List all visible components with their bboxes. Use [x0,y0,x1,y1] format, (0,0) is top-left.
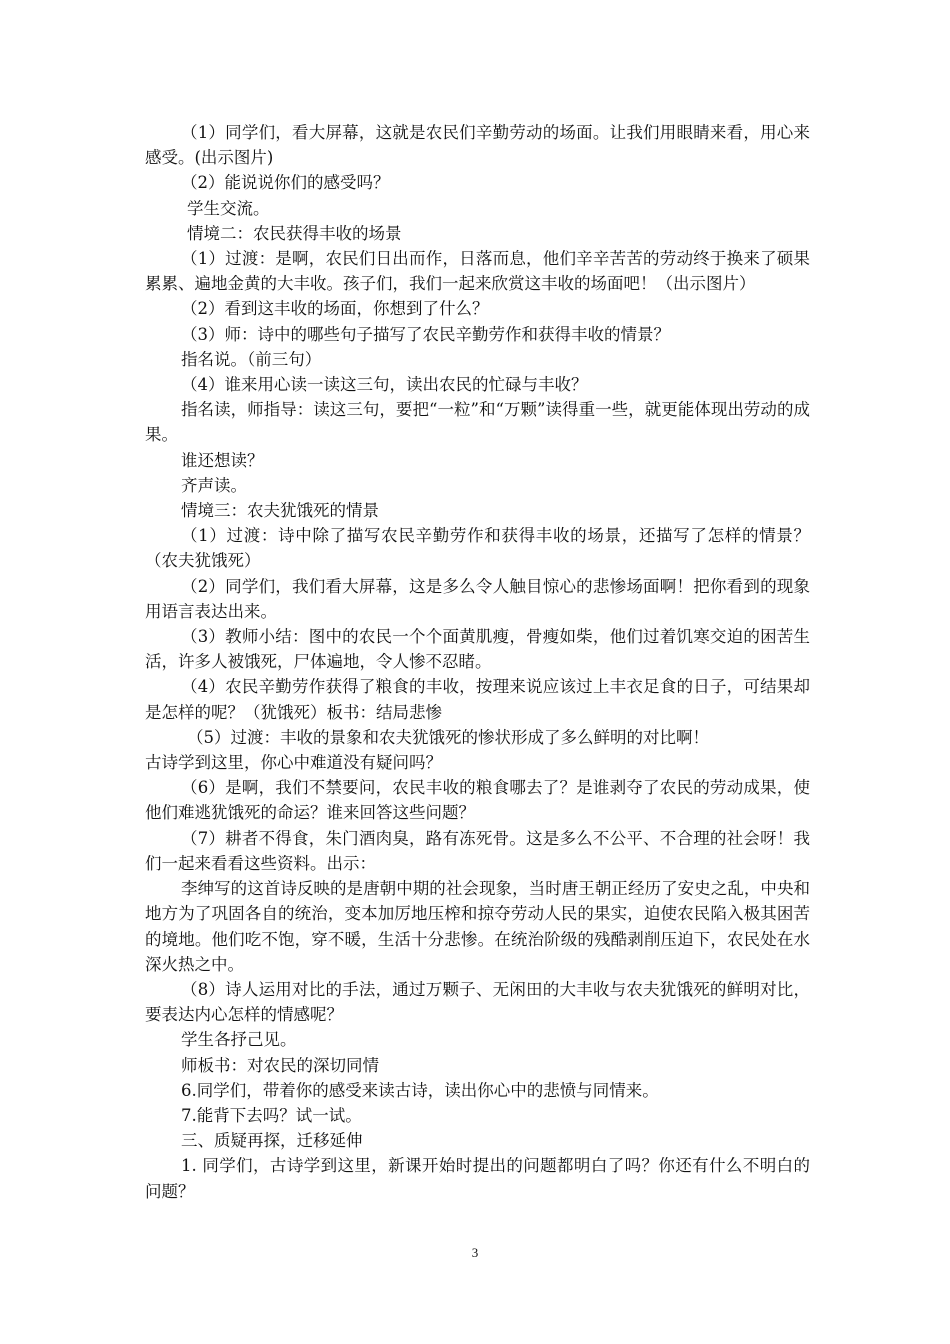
page-number: 3 [471,1245,479,1260]
paragraph: 齐声读。 [181,475,247,495]
paragraph: 李绅写的这首诗反映的是唐朝中期的社会现象，当时唐王朝正经历了安史之乱，中央和地方为了巩固各自的统治，变本加厉地压榨和掠夺劳动人民的果实，迫使农民陷入极其困苦的境地。他们吃不饱，穿不暖，生活十分悲惨。在统治阶级的残酷剥削压迫下，农民处在水深火热之中。 [145,879,810,974]
paragraph: （2）看到这丰收的场面，你想到了什么？ [181,299,489,319]
paragraph: （4）农民辛勤劳作获得了粮食的丰收，按理来说应该过上丰衣足食的日子，可结果却是怎样的呢？（犹饿死）板书：结局悲惨 [145,677,810,722]
paragraph: （1）过渡：是啊，农民们日出而作，日落而息，他们辛辛苦苦的劳动终于换来了硕果累累、遍地金黄的大丰收。孩子们，我们一起来欣赏这丰收的场面吧！（出示图片） [145,249,810,294]
paragraph: 古诗学到这里，你心中难道没有疑问吗？ [145,753,442,773]
paragraph: （2）同学们，我们看大屏幕，这是多么令人触目惊心的悲惨场面啊！把你看到的现象用语言表达出来。 [145,576,810,621]
paragraph: （8）诗人运用对比的手法，通过万颗子、无闲田的大丰收与农夫犹饿死的鲜明对比，要表达内心怎样的情感呢？ [145,979,810,1025]
paragraph: 师板书：对农民的深切同情 [181,1055,379,1075]
paragraph: （1）过渡：诗中除了描写农民辛勤劳作和获得丰收的场景，还描写了怎样的情景？（农夫犹饿死） [145,526,810,571]
paragraph: （3）教师小结：图中的农民一个个面黄肌瘦，骨瘦如柴，他们过着饥寒交迫的困苦生活，许多人被饿死，尸体遍地，令人惨不忍睹。 [145,627,810,672]
document-body [145,120,810,1204]
paragraph: 6.同学们，带着你的感受来读古诗，读出你心中的悲愤与同情来。 [181,1080,659,1100]
paragraph: 学生各抒己见。 [181,1030,297,1050]
paragraph: 三、质疑再探，迁移延伸 [181,1131,363,1151]
paragraph: 谁还想读？ [181,450,264,470]
paragraph: （3）师：诗中的哪些句子描写了农民辛勤劳作和获得丰收的情景？ [181,324,670,344]
paragraph: （5）过渡：丰收的景象和农夫犹饿死的惨状形成了多么鲜明的对比啊！ [187,727,709,747]
paragraph: 1. 同学们，古诗学到这里，新课开始时提出的问题都明白了吗？你还有什么不明白的问题？ [145,1156,810,1201]
paragraph: （1）同学们，看大屏幕，这就是农民们辛勤劳动的场面。让我们用眼睛来看，用心来感受。(出示图片) [145,123,810,168]
paragraph: 情境三：农夫犹饿死的情景 [181,501,379,521]
paragraph: （6）是啊，我们不禁要问，农民丰收的粮食哪去了？是谁剥夺了农民的劳动成果，使他们难逃犹饿死的命运？谁来回答这些问题？ [145,778,810,823]
paragraph: 情境二：农民获得丰收的场景 [187,223,402,243]
paragraph: 指名读，师指导：读这三句，要把“一粒”和“万颗”读得重一些，就更能体现出劳动的成果。 [145,400,810,445]
paragraph: 7.能背下去吗？试一试。 [181,1105,362,1125]
paragraph: （2）能说说你们的感受吗？ [181,173,390,193]
paragraph: 指名说。（前三句） [181,349,322,369]
paragraph: （4）谁来用心读一读这三句，读出农民的忙碌与丰收？ [181,375,588,395]
paragraph: 学生交流。 [187,198,270,218]
paragraph: （7）耕者不得食，朱门酒肉臭，路有冻死骨。这是多么不公平、不合理的社会呀！我们一起来看看这些资料。出示： [145,828,810,873]
